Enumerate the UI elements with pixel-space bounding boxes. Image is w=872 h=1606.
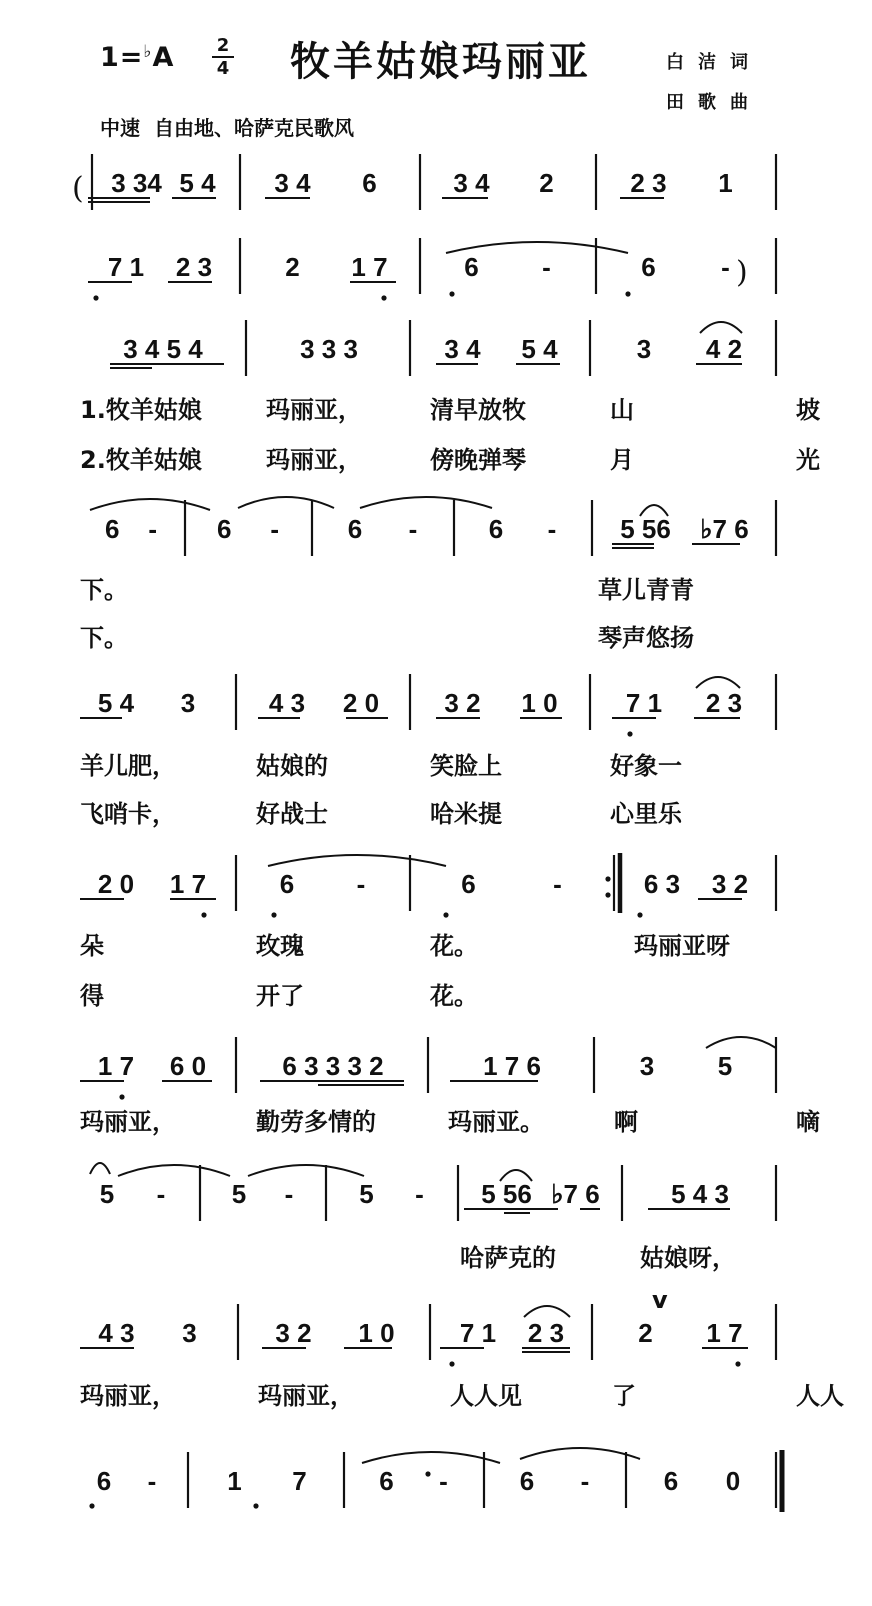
slur: [118, 1165, 230, 1176]
note-group: ♭7 6: [700, 514, 749, 544]
note-group: 3 4: [274, 168, 311, 198]
slur: [696, 677, 740, 688]
lyric-text: 玛丽亚，: [266, 396, 362, 424]
note-group: 3: [636, 334, 652, 364]
note-group: 6: [96, 1466, 112, 1496]
lyric-text: 草儿青青: [598, 576, 694, 604]
key-signature: 1=♭A: [100, 42, 175, 73]
note-group: 5 4: [179, 168, 216, 198]
note-group: 1 7 6: [483, 1051, 541, 1081]
note-group: 2: [539, 168, 554, 198]
lyric-text: 姑娘的: [256, 752, 328, 780]
note-group: 3 3 3: [300, 334, 358, 364]
note-group: 6: [379, 1466, 394, 1496]
note-group: 3 4: [453, 168, 490, 198]
note-group: -: [356, 869, 366, 899]
note-group: -: [580, 1466, 590, 1496]
note-group: 6 3: [643, 869, 681, 899]
note-group: 6: [362, 168, 377, 198]
note-group: 5: [231, 1179, 247, 1209]
note-group: -: [148, 514, 158, 544]
note-group: 5: [99, 1179, 115, 1209]
slur: [268, 855, 446, 866]
slur: [248, 1165, 364, 1176]
note-group: 2 3: [705, 688, 743, 718]
note-group: 1 0: [521, 688, 558, 718]
lyric-text: 下。: [80, 576, 128, 604]
lyric-text: 坡: [796, 396, 820, 424]
lyric-text: 清早放牧: [430, 396, 526, 424]
note-group: 6 3 3 3 2: [282, 1051, 384, 1081]
lyric-text: 笑脸上: [430, 752, 502, 780]
lyric-text: 玛丽亚，: [258, 1382, 354, 1410]
lyric-text: 月: [610, 446, 634, 474]
lyric-text: 哈米提: [430, 800, 502, 828]
note-group: 2 3: [175, 252, 213, 282]
octave-dot: [425, 1471, 430, 1476]
note-group: 3: [639, 1051, 655, 1081]
octave-dot: [119, 1094, 124, 1099]
lyric-text: 1.牧羊姑娘: [80, 396, 202, 424]
lyric-text: 飞哨卡，: [80, 800, 176, 828]
lyric-text: 花。: [430, 982, 478, 1010]
note-group: 5 4: [521, 334, 558, 364]
note-group: -: [542, 252, 551, 282]
note-group: 2 3: [527, 1318, 565, 1348]
note-group: 6: [663, 1466, 679, 1496]
note-group: 4 3: [268, 688, 306, 718]
meter-bottom: 4: [216, 58, 230, 79]
lyric-text: 花。: [430, 932, 478, 960]
style-text: 自由地、哈萨克民歌风: [154, 116, 354, 140]
lyric-text: 光: [796, 446, 820, 474]
repeat-dot: [605, 892, 610, 897]
note-group: -: [270, 514, 280, 544]
note-group: 6: [519, 1466, 535, 1496]
note-group: 5 4 3: [671, 1179, 729, 1209]
lyric-text: 玛丽亚，: [80, 1108, 176, 1136]
octave-dot: [253, 1503, 258, 1508]
note-group: 7 1: [625, 688, 663, 718]
octave-dot: [271, 912, 276, 917]
note-group: 5: [717, 1051, 733, 1081]
note-group: 2 3: [630, 168, 667, 198]
note-group: 6: [488, 514, 504, 544]
lyric-text: 人人见: [450, 1382, 522, 1410]
slur: [362, 1452, 500, 1463]
lyric-text: 哈萨克的: [460, 1244, 556, 1272]
tempo-text: 中速: [100, 116, 140, 140]
note-group: 1 7: [169, 869, 207, 899]
breath-mark: v: [652, 1286, 668, 1314]
octave-dot: [449, 291, 454, 296]
song-title: 牧羊姑娘玛丽亚: [290, 38, 591, 85]
note-group: 0: [725, 1466, 741, 1496]
note-group: 3 2: [711, 869, 749, 899]
note-group: 3: [180, 688, 196, 718]
lyric-text: 啊: [614, 1108, 638, 1136]
intro-close-paren: ): [736, 255, 748, 290]
note-group: 3: [182, 1318, 197, 1348]
octave-dot: [627, 731, 632, 736]
composer-credit: 田歌曲: [666, 92, 762, 113]
slur: [700, 322, 742, 333]
note-group: 6: [464, 252, 479, 282]
lyric-text: 琴声悠扬: [598, 624, 694, 652]
octave-dot: [93, 295, 98, 300]
lyric-text: 嘀: [796, 1108, 820, 1136]
slur: [238, 497, 334, 508]
octave-dot: [201, 912, 206, 917]
lyric-text: 傍晚弹琴: [430, 446, 526, 474]
slur: [90, 499, 210, 510]
lyric-text: 姑娘呀，: [640, 1244, 736, 1272]
note-group: -: [284, 1179, 294, 1209]
slur: [360, 497, 492, 508]
lyric-text: 好象一: [610, 752, 682, 780]
note-group: 5 56: [620, 514, 671, 544]
slur: [90, 1163, 110, 1174]
intro-open-paren: (: [72, 171, 84, 206]
note-group: -: [547, 514, 557, 544]
slur: [706, 1037, 776, 1048]
octave-dot: [735, 1361, 740, 1366]
note-group: 6: [279, 869, 295, 899]
note-group: 3 4: [444, 334, 481, 364]
note-group: 1 7: [706, 1318, 743, 1348]
note-group: 1 7: [97, 1051, 135, 1081]
octave-dot: [449, 1361, 454, 1366]
note-group: 5 56: [481, 1179, 532, 1209]
note-group: 5 4: [97, 688, 135, 718]
note-group: -: [439, 1466, 448, 1496]
note-group: -: [147, 1466, 157, 1496]
lyric-text: 朵: [80, 932, 104, 960]
note-group: 3 2: [275, 1318, 312, 1348]
note-group: 3 4 5 4: [123, 334, 203, 364]
note-group: 5: [359, 1179, 374, 1209]
lyric-text: 玛丽亚。: [448, 1108, 544, 1136]
note-group: ♭7 6: [551, 1179, 600, 1209]
lyric-text: 好战士: [256, 800, 328, 828]
lyric-text: 勤劳多情的: [256, 1108, 376, 1136]
octave-dot: [89, 1503, 94, 1508]
note-group: 2: [285, 252, 300, 282]
lyric-text: 羊儿肥，: [80, 752, 176, 780]
note-group: -: [721, 252, 730, 282]
note-group: 1: [718, 168, 733, 198]
note-group: 7: [292, 1466, 307, 1496]
note-group: 4 2: [705, 334, 743, 364]
lyric-text: 玛丽亚，: [80, 1382, 176, 1410]
repeat-dot: [605, 876, 610, 881]
lyric-text: 玛丽亚，: [266, 446, 362, 474]
lyric-text: 了: [612, 1382, 636, 1410]
lyric-text: 心里乐: [610, 800, 682, 828]
octave-dot: [637, 912, 642, 917]
note-group: 3 34: [111, 168, 162, 198]
note-group: -: [408, 514, 418, 544]
note-group: 6: [461, 869, 476, 899]
note-group: 7 1: [107, 252, 145, 282]
lyric-text: 玫瑰: [256, 932, 304, 960]
note-group: 4 3: [98, 1318, 135, 1348]
note-group: 2 0: [97, 869, 135, 899]
note-group: 6: [347, 514, 363, 544]
meter-top: 2: [216, 35, 230, 56]
slur: [520, 1448, 640, 1459]
note-group: 3 2: [444, 688, 481, 718]
note-group: 1 0: [358, 1318, 395, 1348]
note-group: 6: [217, 514, 232, 544]
octave-dot: [381, 295, 386, 300]
note-group: 2 0: [342, 688, 380, 718]
note-group: -: [156, 1179, 166, 1209]
lyric-text: 2.牧羊姑娘: [80, 446, 202, 474]
lyric-text: 下。: [80, 624, 128, 652]
octave-dot: [443, 912, 448, 917]
note-group: 6 0: [169, 1051, 207, 1081]
lyric-text: 开了: [256, 982, 304, 1010]
slur: [524, 1306, 570, 1317]
note-group: 1: [227, 1466, 242, 1496]
lyricist-credit: 白洁词: [666, 52, 762, 73]
note-group: 1 7: [351, 252, 388, 282]
lyric-text: 山: [610, 396, 634, 424]
lyric-text: 玛丽亚呀: [634, 932, 730, 960]
note-group: 6: [105, 514, 120, 544]
note-group: -: [415, 1179, 424, 1209]
lyric-text: 得: [80, 982, 104, 1010]
octave-dot: [625, 291, 630, 296]
note-group: 6: [641, 252, 656, 282]
lyric-text: 人人: [796, 1382, 844, 1410]
note-group: -: [553, 869, 562, 899]
note-group: 7 1: [459, 1318, 497, 1348]
note-group: 2: [638, 1318, 653, 1348]
